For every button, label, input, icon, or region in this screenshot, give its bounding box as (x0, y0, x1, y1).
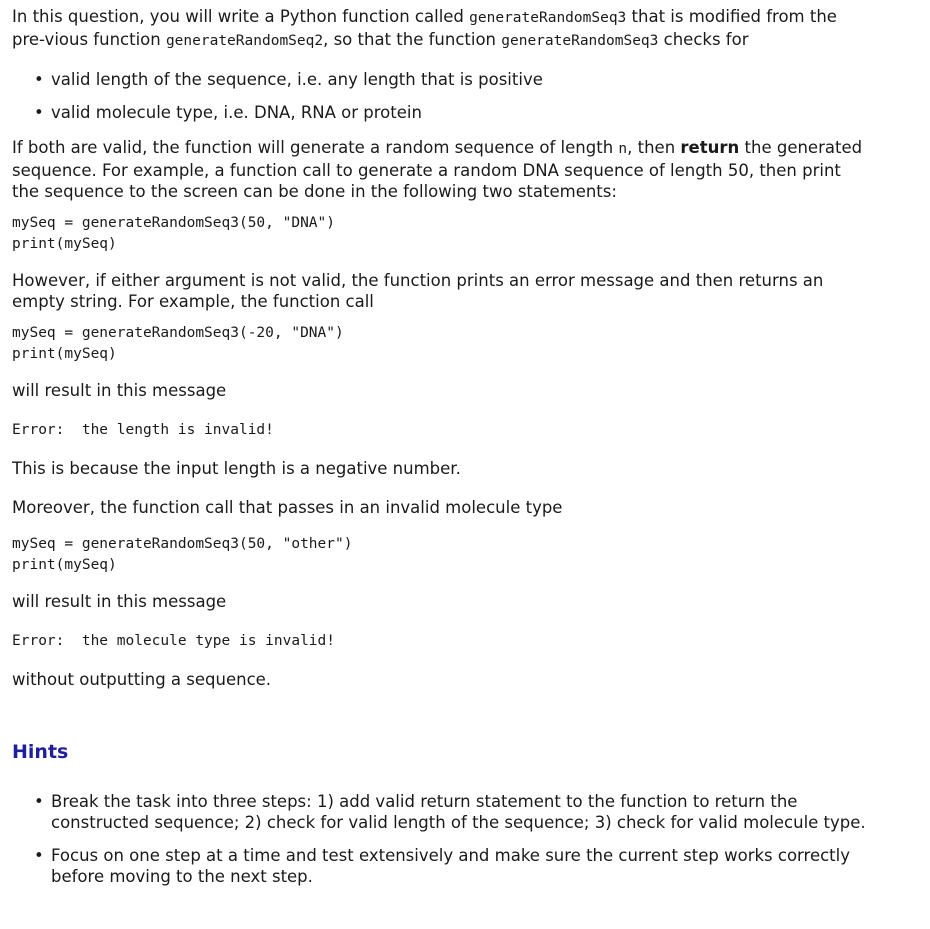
valid-paragraph (12, 137, 868, 202)
code-line: mySeq = generateRandomSeq3(-20, "DNA") (12, 325, 344, 341)
bullet-icon: • (34, 792, 44, 811)
code-line: print(mySeq) (12, 346, 117, 362)
moreover-paragraph: Moreover, the function call that passes in an invalid molecule type (12, 498, 563, 517)
return-keyword: return (680, 138, 740, 157)
bullet-icon: • (34, 70, 44, 89)
inline-code-func3: generateRandomSeq3 (501, 33, 659, 49)
code-line: mySeq = generateRandomSeq3(50, "other") (12, 536, 353, 552)
list-item-text: valid molecule type, i.e. DNA, RNA or protein (51, 103, 422, 122)
intro-text: checks for (658, 30, 749, 49)
hints-list (12, 791, 868, 887)
inline-code-func3: generateRandomSeq3 (469, 10, 627, 26)
intro-paragraph (12, 6, 868, 52)
paragraph-text: If both are valid, the function will generate a random sequence of length (12, 138, 619, 157)
invalid-paragraph: However, if either argument is not valid, the function prints an error message and then returns an empty string. For example, the function call (12, 271, 824, 311)
paragraph-text: , then (627, 138, 681, 157)
error-output-2: Error: the molecule type is invalid! (12, 633, 336, 649)
result-message-2: will result in this message (12, 592, 227, 611)
code-block-2 (12, 323, 868, 365)
intro-text: that is modified from the pre-vious function (12, 7, 837, 49)
list-item (34, 845, 868, 887)
code-block-1 (12, 213, 868, 255)
code-line: mySeq = generateRandomSeq3(50, "DNA") (12, 215, 336, 231)
list-item (34, 102, 868, 123)
code-block-3 (12, 534, 868, 576)
paragraph-text: the generated sequence. For example, a function call to generate a random DNA sequence of length 50, then print the sequence to the screen can be done in the following two statements: (12, 138, 863, 201)
list-item-text: Break the task into three steps: 1) add valid return statement to the function to return the constructed sequence; 2) check for valid length of the sequence; 3) check for valid molecule type. (51, 792, 866, 832)
inline-code-n: n (618, 141, 628, 157)
inline-code-func2: generateRandomSeq2 (165, 33, 324, 49)
intro-text: In this question, you will write a Python function called (12, 7, 470, 26)
list-item-text: Focus on one step at a time and test extensively and make sure the current step works correctly before moving to the next step. (51, 846, 850, 886)
error-output-1: Error: the length is invalid! (12, 422, 274, 438)
code-line: print(mySeq) (12, 236, 117, 252)
because-paragraph: This is because the input length is a negative number. (12, 459, 461, 478)
list-item (34, 791, 868, 833)
list-item-text: valid length of the sequence, i.e. any length that is positive (51, 70, 543, 89)
checks-list (12, 69, 868, 123)
code-line: print(mySeq) (12, 557, 117, 573)
result-message-1: will result in this message (12, 381, 227, 400)
bullet-icon: • (34, 846, 44, 865)
bullet-icon: • (34, 103, 44, 122)
hints-heading: Hints (12, 741, 69, 763)
without-paragraph: without outputting a sequence. (12, 670, 272, 689)
intro-text: , so that the function (323, 30, 502, 49)
list-item (34, 69, 868, 90)
